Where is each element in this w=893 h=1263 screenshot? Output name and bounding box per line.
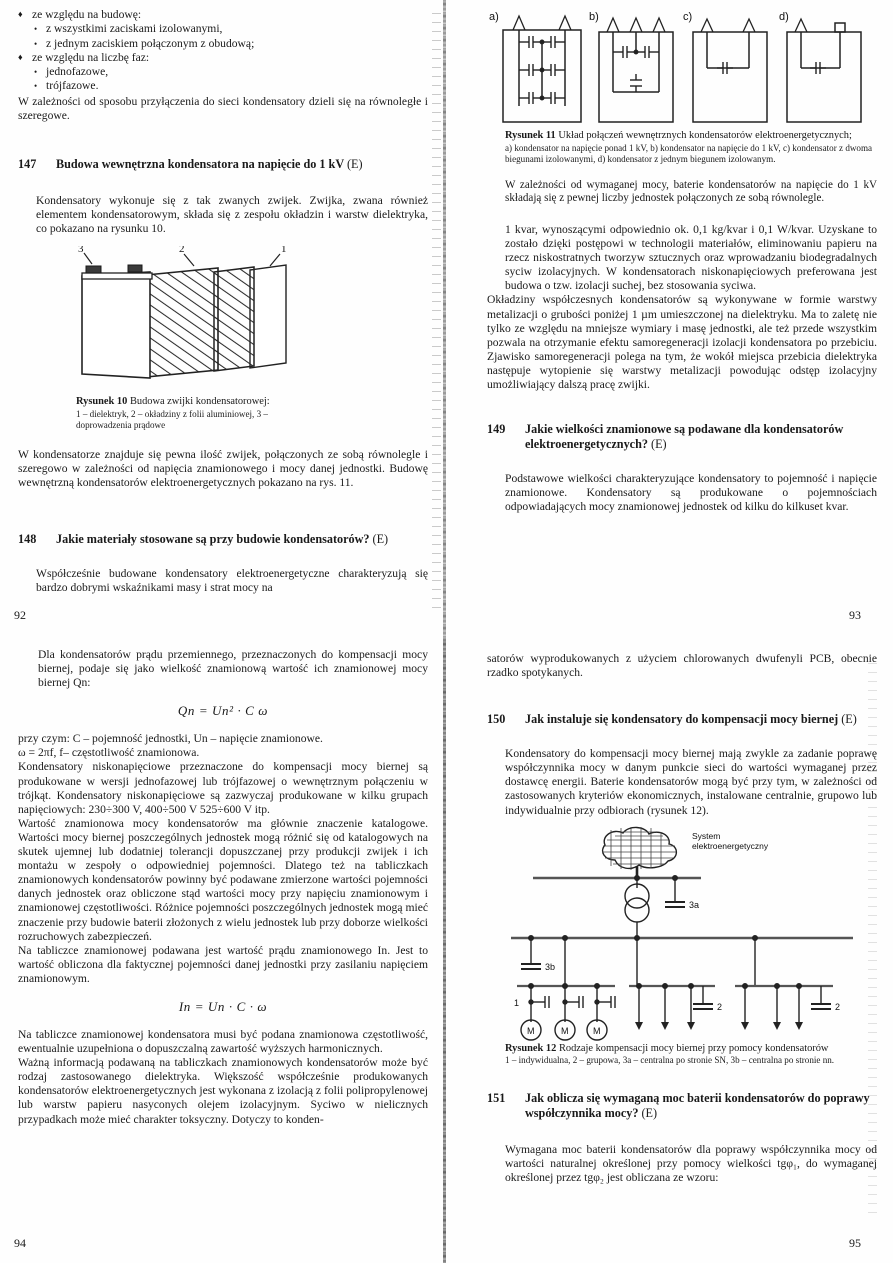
page-number-93: 93	[849, 608, 861, 622]
svg-text:a): a)	[489, 11, 499, 23]
figure-10-title: Budowa zwijki kondensatorowej:	[129, 396, 270, 408]
figure-12-title: Rodzaje kompensacji mocy biernej przy pomocy kondensatorów	[558, 1042, 829, 1054]
page-95	[487, 652, 877, 1185]
paragraph-94-3: Kondensatory niskonapięciowe przeznaczone do kompensacji mocy biernej są produkowane w wersji jednofazowej lub trójfazowej o wewnętrznym połączeniu w trójkąt. Kondensatory niskonapięciowe są zazwyczaj produkowane w kilku grupach napięciowych: 230÷300 V, 400÷500 V 525÷600 V itp.	[18, 760, 428, 816]
paragraph-149-1: Podstawowe wielkości charakteryzujące kondensatory to pojemność i napięcie znamionowe. Kondensatory są produkowane o pojemnościach odpowiadających mocy znamionowej jednostek od kilku do kilkuset kvar.	[505, 472, 877, 514]
scan-noise-left-page	[432, 10, 441, 610]
paragraph-147-1: Kondensatory wykonuje się z tak zwanych zwijek. Zwijka, zwana również elementem kondensatorowym, składa się z zespołu okładzin i warstw dielektryka, co pokazano na rysunku 10.	[36, 193, 428, 236]
list-item: • jednofazowe,	[18, 65, 428, 79]
figure-11-label: Rysunek 11	[505, 130, 556, 141]
svg-text:d): d)	[779, 11, 789, 23]
svg-text:1: 1	[281, 246, 287, 256]
figure-12-system-label-line2: elektroenergetyczny	[692, 840, 769, 851]
svg-text:M: M	[527, 1025, 535, 1036]
paragraph-148-1: Współcześnie budowane kondensatory elektroenergetyczne charakteryzują się bardzo dobrymi wskaźnikami masy i strat mocy na	[36, 567, 428, 595]
figure-11-legend: a) kondensator na napięcie ponad 1 kV, b) kondensator na napięcie do 1 kV, c) kondensator z dwoma biegunami izolowanymi, d) kondensator z jednym biegunem izolowanym.	[505, 142, 873, 165]
paragraph-after-figure-11: W zależności od wymaganej mocy, baterie kondensatorów na napięcie do 1 kV składają się z pewnej liczby jednostek połączonych ze sobą równolegle.	[505, 178, 877, 205]
question-heading-149	[487, 422, 877, 458]
page-94	[18, 648, 428, 1127]
page-number-92: 92	[14, 608, 26, 622]
svg-text:3: 3	[78, 246, 84, 256]
svg-text:M: M	[593, 1025, 601, 1036]
question-title: Jakie wielkości znamionowe są podawane dla kondensatorów elektroenergetycznych?	[525, 422, 844, 452]
paragraph-intro: W zależności od sposobu przyłączenia do sieci kondensatory dzieli się na równoległe i szeregowe.	[18, 94, 428, 122]
power-system-cloud	[602, 827, 676, 870]
figure-10-drawing	[18, 246, 428, 406]
question-tag: (E)	[841, 712, 857, 727]
question-tag: (E)	[346, 156, 363, 171]
paragraph-94-1: Dla kondensatorów prądu przemiennego, przeznaczonych do kompensacji mocy biernej, podaje się jako wielkość znamionową wartość ich znamionowej mocy biernej Qn:	[38, 648, 428, 690]
page-number-95: 95	[849, 1236, 861, 1250]
question-heading-151	[487, 1091, 877, 1127]
paragraph-150-1: Kondensatory do kompensacji mocy biernej mają zwykle za zadanie poprawę współczynnika mocy w danym punkcie sieci do wartości wymaganej przez dostawcę energii. Baterie kondensatorów mogą być przy tym, w zależności od zastosowanych kryteriów ekonomicznych, instalowane centralnie, grupowo lub indywidualnie przy odbiorach (rysunek 12).	[505, 747, 877, 817]
question-number: 150	[487, 712, 506, 727]
question-number: 148	[18, 532, 37, 547]
svg-text:c): c)	[683, 11, 693, 23]
paragraph-94-2a: przy czym: C – pojemność jednostki, Un – napięcie znamionowe.	[18, 732, 323, 746]
svg-text:3a: 3a	[689, 899, 700, 910]
question-title: Jak oblicza się wymaganą moc baterii kondensatorów do poprawy współczynnika mocy?	[525, 1090, 870, 1120]
figure-12-legend: 1 – indywidualna, 2 – grupowa, 3a – centralna po stronie SN, 3b – centralna po stronie nn.	[505, 1055, 835, 1066]
page-93	[487, 6, 877, 514]
question-title: Budowa wewnętrzna kondensatora na napięcie do 1 kV	[56, 156, 344, 171]
svg-text:2: 2	[717, 1001, 723, 1012]
paragraph-94-4: Wartość znamionowa mocy kondensatorów ma głównie znaczenie katalogowe. Wartości mocy biernej poszczególnych jednostek mogą różnić się od katalogowych na skutek ujemnej lub dodatniej tolerancji dopuszczanej przy produkcji zwijek i ich montażu w zespoły o odpowiedniej pojemności. Dlatego też na tabliczkach znamionowych kondensatorów powinny być podawane zmierzone wartości pojemności danych jednostek oraz obliczone stąd wartości mocy przy napięciu znamionowym i znamionowej częstotliwości. Różnice pojemności poszczególnych jednostek mogą mieć znaczenie przy budowie baterii złożonych z wielu jednostek lub przy doborze wielkości rozruchowych zabezpieczeń.	[18, 816, 428, 943]
figure-10-legend: 1 – dielektryk, 2 – okładziny z folii aluminiowej, 3 – doprowadzenia prądowe	[76, 408, 268, 431]
paragraph-93-2: Okładziny współczesnych kondensatorów są wykonywane w formie warstwy metalizacji o grubości poniżej 1 µm umieszczonej na dielektryku. Ma to zaletę nie tylko ze względu na mniejsze wymiary i masę jednostki, ale też przede wszystkim pozwala na otrzymanie efektu samoregeneracji izolacji kondensatora po przebiciu. Zjawisko samoregeneracji polega na tym, że wokół miejsca przebicia dielektryka następuje wytopienie się warstwy metalizacji powodując odstęp izolacyjny umożliwiający dalszą pracę zwijki.	[487, 293, 877, 391]
figure-12-label: Rysunek 12	[505, 1042, 557, 1054]
list-item: • z wszystkimi zaciskami izolowanymi,	[18, 22, 428, 36]
question-tag: (E)	[641, 1105, 658, 1120]
page-92	[18, 8, 428, 596]
list-item: • trójfazowe.	[18, 79, 428, 93]
paragraph-94-6: Na tabliczce znamionowej kondensatora musi być podana znamionowa częstotliwość, ewentualnie uzupełniona o dopuszczalną zawartość wyższych harmonicznych.	[18, 1027, 428, 1056]
question-tag: (E)	[372, 532, 389, 547]
figure-11-caption	[505, 130, 877, 166]
question-number: 151	[487, 1090, 506, 1105]
figure-11-drawing	[487, 6, 877, 124]
figure-10	[18, 246, 428, 406]
svg-text:2: 2	[835, 1001, 841, 1012]
paragraph-93-1: 1 kvar, wynoszącymi odpowiednio ok. 0,1 kg/kvar i 0,1 W/kvar. Uzyskane to zostało dzięki postępowi w technologii materiałów, eliminowaniu papieru na rzecz niskostratnych tworzyw sztucznych oraz wprowadzaniu biodegradalnych syciw izolacyjnych. W kondensatorach niskonapięciowych preferowana jest budowa o tzw. izolacji suchej, bez stosowania syciwa.	[505, 222, 877, 293]
question-heading-148	[18, 532, 428, 552]
paragraph-95-cont: satorów wyprodukowanych z użyciem chlorowanych dwufenyli PCB, obecnie rzadko spotykanych.	[487, 652, 877, 680]
figure-11-title: Układ połączeń wewnętrznych kondensatorów elektroenergetycznych;	[558, 130, 852, 141]
list-item: ♦ ze względu na liczbę faz:	[18, 51, 428, 65]
question-number: 149	[487, 422, 506, 437]
paragraph-147-2: W kondensatorze znajduje się pewna ilość zwijek, połączonych ze sobą równolegle i szeregowo w zależności od napięcia znamionowego i mocy danej jednostki. Budowę wewnętrzną kondensatorów elektroenergetycznych pokazano na rys. 11.	[18, 448, 428, 490]
paragraph-94-2b: ω = 2πf, f– częstotliwość znamionowa.	[18, 746, 200, 760]
list-item: • z jednym zaciskiem połączonym z obudową;	[18, 37, 428, 51]
paragraph-94-7: Ważną informacją podawaną na tabliczkach znamionowych kondensatorów może być rodzaj zastosowanego dielektryka. Większość współcześnie produkowanych kondensatorów elektroenergetycznych jest wykonana z izolacją z folii polipropylenowej lub warstw papieru nasyconych olejem izolacyjnym. Syciwo w nielicznych przypadkach może mieć charakter toksyczny. Dotyczy to konden-	[18, 1056, 428, 1126]
figure-10-label: Rysunek 10	[76, 396, 128, 408]
svg-text:M: M	[561, 1025, 569, 1036]
question-heading-150	[487, 712, 877, 732]
paragraph-151-1: Wymagana moc baterii kondensatorów dla poprawy współczynnika mocy od wartości naturalnej określonej przy pomocy wielkości tgφ₁, do wymaganej określonej przez tgφ₂ jest obliczana ze wzoru:	[505, 1142, 877, 1185]
question-number: 147	[18, 156, 37, 171]
list-item: ♦ ze względu na budowę:	[18, 8, 428, 22]
question-tag: (E)	[651, 437, 667, 452]
page-number-94: 94	[14, 1236, 26, 1250]
figure-12-drawing	[487, 826, 877, 1041]
figure-12	[487, 826, 877, 1041]
formula-reactive-power: Qn = Un² · C ω	[177, 703, 269, 719]
figure-11	[487, 6, 877, 124]
classification-bullet-list	[18, 8, 428, 94]
question-title: Jak instaluje się kondensatory do kompensacji mocy biernej	[525, 712, 839, 727]
svg-text:b): b)	[589, 11, 599, 23]
question-title: Jakie materiały stosowane są przy budowie kondensatorów?	[56, 532, 370, 547]
figure-12-system-label-line1: System	[692, 830, 721, 841]
scan-gutter-lower	[443, 640, 446, 1263]
svg-text:3b: 3b	[545, 961, 556, 972]
paragraph-94-5: Na tabliczce znamionowej podawana jest wartość prądu znamionowego In. Jest to wartość obliczona dla faktycznej pojemności danej jednostki przy zasilaniu napięciem znamionowym.	[18, 943, 428, 985]
svg-text:1: 1	[514, 997, 520, 1008]
question-heading-147	[18, 157, 428, 179]
svg-text:2: 2	[179, 246, 185, 256]
figure-12-caption	[505, 1043, 877, 1067]
formula-rated-current: In = Un · C · ω	[178, 998, 268, 1014]
